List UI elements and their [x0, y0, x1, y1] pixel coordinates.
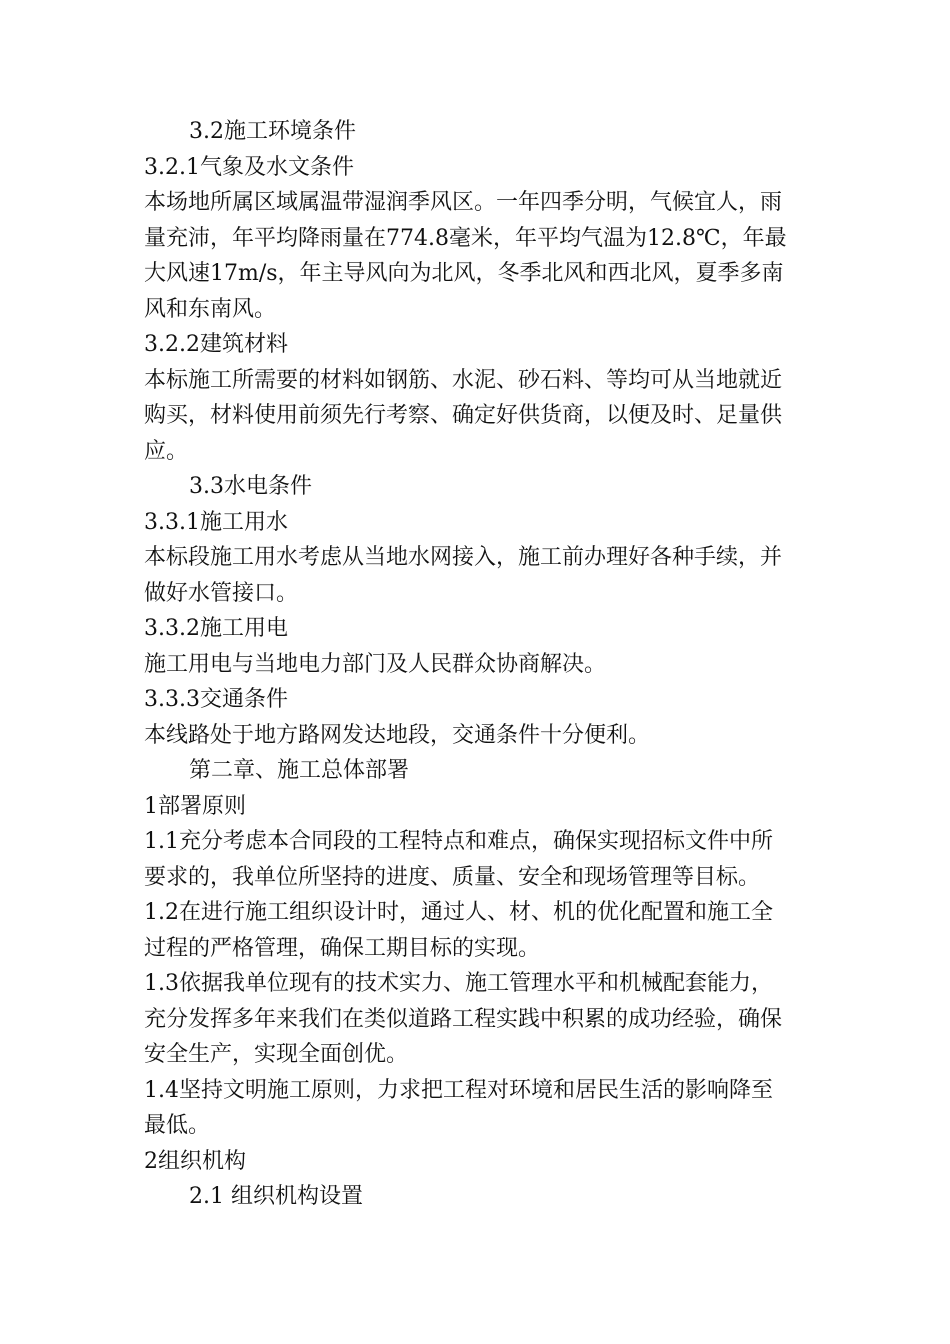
- subsection-heading-3-3-1: 3.3.1施工用水: [144, 509, 288, 535]
- subsection-heading-3-2-2: 3.2.2建筑材料: [144, 332, 288, 357]
- section-heading-3-3: 3.3水电条件: [189, 474, 312, 499]
- chapter-heading-2: 第二章、施工总体部署: [189, 758, 410, 783]
- paragraph-line: 最低。: [144, 1113, 211, 1138]
- paragraph-line: 应。: [144, 438, 189, 464]
- subsection-heading-3-3-2: 3.3.2施工用电: [144, 616, 288, 641]
- section-heading-1: 1部署原则: [144, 793, 246, 819]
- paragraph-line: 安全生产，实现全面创优。: [144, 1042, 409, 1067]
- paragraph-line: 充分发挥多年来我们在类似道路工程实践中积累的成功经验，确保: [144, 1006, 783, 1032]
- paragraph-line: 本场地所属区域属温带湿润季风区。一年四季分明，气候宜人，雨: [144, 190, 783, 215]
- paragraph-line: 本标施工所需要的材料如钢筋、水泥、砂石料、等均可从当地就近: [144, 367, 783, 393]
- subsection-heading-2-1: 2.1 组织机构设置: [189, 1184, 363, 1209]
- paragraph-line: 施工用电与当地电力部门及人民群众协商解决。: [144, 651, 607, 677]
- paragraph-line: 做好水管接口。: [144, 580, 299, 606]
- paragraph-line: 量充沛，年平均降雨量在774.8毫米，年平均气温为12.8℃，年最: [144, 225, 787, 251]
- paragraph-line: 本线路处于地方路网发达地段，交通条件十分便利。: [144, 722, 651, 748]
- paragraph-line: 购买，材料使用前须先行考察、确定好供货商，以便及时、足量供: [144, 403, 783, 428]
- section-heading-3-2: 3.2施工环境条件: [189, 119, 356, 144]
- paragraph-line: 1.2在进行施工组织设计时，通过人、材、机的优化配置和施工全: [144, 900, 773, 925]
- paragraph-line: 本标段施工用水考虑从当地水网接入，施工前办理好各种手续，并: [144, 545, 783, 570]
- section-heading-2: 2组织机构: [144, 1148, 246, 1174]
- paragraph-line: 要求的，我单位所坚持的进度、质量、安全和现场管理等目标。: [144, 864, 761, 890]
- document-body: [144, 114, 810, 1215]
- paragraph-line: 1.3依据我单位现有的技术实力、施工管理水平和机械配套能力，: [144, 971, 773, 996]
- paragraph-line: 过程的严格管理，确保工期目标的实现。: [144, 935, 541, 961]
- subsection-heading-3-3-3: 3.3.3交通条件: [144, 687, 288, 712]
- subsection-heading-3-2-1: 3.2.1气象及水文条件: [144, 154, 354, 180]
- paragraph-line: 风和东南风。: [144, 296, 277, 322]
- paragraph-line: 1.4坚持文明施工原则，力求把工程对环境和居民生活的影响降至: [144, 1077, 773, 1103]
- paragraph-line: 1.1充分考虑本合同段的工程特点和难点，确保实现招标文件中所: [144, 829, 773, 854]
- paragraph-line: 大风速17m/s，年主导风向为北风，冬季北风和西北风，夏季多南: [144, 261, 784, 286]
